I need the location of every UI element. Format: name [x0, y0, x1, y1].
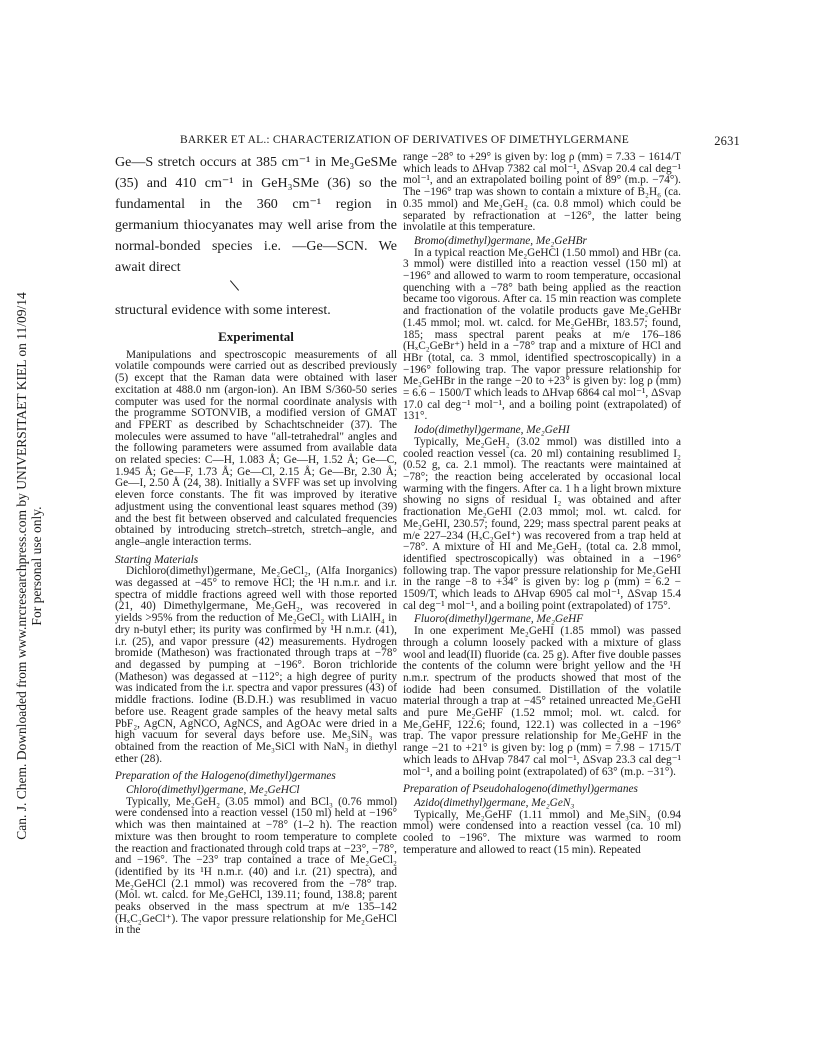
left-column: [115, 152, 397, 937]
subheading-starting-materials: Starting Materials: [115, 553, 199, 566]
watermark-line-1: Can. J. Chem. Downloaded from www.nrcresearchpress.com by UNIVERSITAET KIEL on 11/09/14: [14, 292, 29, 840]
azido-paragraph: Typically, Me₂GeHF (1.11 mmol) and Me₃SiN₃ (0.94 mmol) were condensed into a reaction vessel (ca. 10 ml) cooled to −196°. The mixture was warmed to room temperature and allowed to react (15 min). Repeated: [403, 808, 681, 856]
watermark-line-2: For personal use only.: [29, 506, 44, 626]
intro-paragraph-end: structural evidence with some interest.: [115, 303, 331, 318]
section-heading-experimental: Experimental: [218, 329, 294, 344]
subsubheading-chloro: Chloro(dimethyl)germane, Me₂GeHCl: [126, 784, 300, 797]
fluoro-paragraph: In one experiment Me₂GeHI (1.85 mmol) was passed through a column loosely packed with a mixture of glass wool and lead(II) fluoride (ca. 25 g). After five double passes the contents of the column were bright yellow and the ¹H n.m.r. spectrum of the products showed that most of the iodide had been consumed. Distillation of the volatile material through a trap at −45° retained unreacted Me₂GeHI and pure Me₂GeHF (1.52 mmol; mol. wt. calcd. for Me₂GeHF, 122.6; found, 122.1) was collected in a −196° trap. The vapor pressure relationship for Me₂GeHF in the range −21 to +21° is given by: log ρ (mm) = 7.98 − 1715/T which leads to ΔHvap 7847 cal mol⁻¹, ΔSvap 23.3 cal deg⁻¹ mol⁻¹, and a boiling point (extrapolated) of 63° (m.p. −31°).: [403, 625, 681, 778]
subsubheading-azido: Azido(dimethyl)germane, Me₂GeN₃: [414, 796, 575, 809]
iodo-paragraph: Typically, Me₂GeH₂ (3.02 mmol) was distilled into a cooled reaction vessel (ca. 20 ml) containing resublimed I₂ (0.52 g, ca. 2.1 mmol). The reactants were maintained at −78°; the reaction being accelerated by occasional local warming with the fingers. After ca. 1 h a light brown mixture showing no signs of residual I₂ was obtained and after fractionation Me₂GeHI (2.03 mmol; mol. wt. calcd. for Me₂GeHI, 230.57; found, 229; mass spectral parent peaks at m/e 227–234 (HₓC₂GeI⁺) was recovered from a trap held at −78°. A mixture of HI and Me₂GeH₂ (total ca. 2.8 mmol, identified spectroscopically) was obtained in a −196° following trap. The vapor pressure relationship for Me₂GeHI in the range −8 to +34° is given by: log ρ (mm) = 6.2 − 1509/T, which leads to ΔHvap 6905 cal mol⁻¹, ΔSvap 15.4 cal deg⁻¹ mol⁻¹, and a boiling point (extrapolated) of 175°.: [403, 435, 681, 612]
chloro-continued-paragraph: range −28° to +29° is given by: log ρ (mm) = 7.33 − 1614/T which leads to ΔHvap 7382 cal mol⁻¹, ΔSvap 20.4 cal deg⁻¹ mol⁻¹, and an extrapolated boiling point of 89° (m.p. −74°). The −196° trap was shown to contain a mixture of B₂H₆ (ca. 0.35 mmol) and Me₂GeH₂ (ca. 0.8 mmol) which could be separated by refractionation at −126°, the latter being involatile at this temperature.: [403, 151, 681, 234]
structure-bonds-diagram: [115, 278, 397, 300]
bond-line: [230, 280, 239, 291]
intro-paragraph: Ge—S stretch occurs at 385 cm⁻¹ in Me₃GeSMe (35) and 410 cm⁻¹ in GeH₃SMe (36) so the fundamental in the 360 cm⁻¹ region in germanium thiocyanates may well arise from the normal-bonded species i.e. —Ge—SCN. We await direct: [115, 155, 397, 275]
chloro-paragraph: Typically, Me₂GeH₂ (3.05 mmol) and BCl₃ (0.76 mmol) were condensed into a reaction vessel (150 ml) held at −196° which was then maintained at −78° (1–2 h). The reaction mixture was then brought to room temperature to complete the reaction and fractionated through cold traps at −23°, −78°, and −196°. The −23° trap contained a trace of Me₂GeCl₂ (identified by its ¹H n.m.r. (40) and i.r. (21) spectra), and Me₂GeHCl (2.1 mmol) was recovered from the −78° trap. (Mol. wt. calcd. for Me₂GeHCl, 139.11; found, 138.8; parent peaks observed in the mass spectrum at m/e 135–142 (HₓC₂GeCl⁺). The vapor pressure relationship for Me₂GeHCl in the: [115, 795, 397, 937]
subsubheading-iodo: Iodo(dimethyl)germane, Me₂GeHI: [414, 424, 570, 437]
subheading-halogeno-preparation: Preparation of the Halogeno(dimethyl)germanes: [115, 770, 336, 783]
page-number: 2631: [714, 134, 740, 148]
methods-paragraph: Manipulations and spectroscopic measurements of all volatile compounds were carried out as described previously (5) except that the Raman data were obtained with laser excitation at 488.0 nm (argon-ion). An IBM S/360-50 series computer was used for the normal coordinate analysis with the programme SOTONVIB, a modified version of GMAT and FPERT as described by Schachtschneider (37). The molecules were assumed to have "all-tetrahedral" angles and the following parameters were assumed from available data on related species: C—H, 1.083 Å; Ge—H, 1.52 Å; Ge—C, 1.945 Å; Ge—F, 1.73 Å; Ge—Cl, 2.15 Å; Ge—Br, 2.30 Å; Ge—I, 2.50 Å (24, 38). Initially a SVFF was set up involving eleven force constants. The fit was improved by iterative adjustment using the conventional least squares method (39) and the best fit between observed and calculated frequencies obtained by introducing stretch–stretch, stretch–angle, and angle–angle interaction terms.: [115, 348, 397, 548]
bromo-paragraph: In a typical reaction Me₂GeHCl (1.50 mmol) and HBr (ca. 3 mmol) were distilled into a reaction vessel (150 ml) at −196° and allowed to warm to room temperature, occasional quenching with a −78° bath being applied as the reaction became too vigorous. After ca. 15 min reaction was complete and fractionation of the volatile products gave Me₂GeHBr (1.45 mmol; mol. wt. calcd. for Me₂GeHBr, 183.57; found, 185; mass spectral parent peaks at m/e 176–186 (HₓC₂GeBr⁺) held in a −78° trap and a mixture of HCl and HBr (total, ca. 3 mmol, identified spectroscopically) in a −196° following trap. The vapor pressure relationship for Me₂GeHBr in the range −20 to +23° is given by: log ρ (mm) = 6.6 − 1500/T which leads to ΔHvap 6864 cal mol⁻¹, ΔSvap 17.0 cal deg⁻¹ mol⁻¹, and a boiling point (extrapolated) of 131°.: [403, 246, 681, 423]
subsubheading-fluoro: Fluoro(dimethyl)germane, Me₂GeHF: [414, 613, 584, 626]
right-column: [403, 152, 681, 856]
running-title: BARKER ET AL.: CHARACTERIZATION OF DERIVATIVES OF DIMETHYLGERMANE: [180, 134, 629, 146]
download-watermark: [10, 160, 50, 980]
subsubheading-bromo: Bromo(dimethyl)germane, Me₂GeHBr: [414, 234, 587, 247]
subheading-pseudohalogeno-preparation: Preparation of Pseudohalogeno(dimethyl)germanes: [403, 783, 638, 796]
starting-materials-paragraph: Dichloro(dimethyl)germane, Me₂GeCl₂, (Alfa Inorganics) was degassed at −45° to remove HCl; the ¹H n.m.r. and i.r. spectra of middle fractions agreed well with those reported (21, 40) Dimethylgermane, Me₂GeH₂, was recovered in yields >95% from the reduction of Me₂GeCl₂ with LiAlH₄ in dry n-butyl ether; its purity was confirmed by ¹H n.m.r. (41), i.r. (25), and vapor pressure (42) measurements. Hydrogen bromide (Matheson) was fractionated through traps at −78° and degassed by pumping at −196°. Boron trichloride (Matheson) was degassed at −112°; a high degree of purity was indicated from the i.r. spectra and vapor pressures (43) of middle fractions. Iodine (B.D.H.) was resublimed in vacuo before use. Reagent grade samples of the heavy metal salts PbF₂, AgCN, AgNCO, AgNCS, and AgOAc were dried in a high vacuum for several days before use. Me₃SiN₃ was obtained from the reaction of Me₃SiCl with NaN₃ in diethyl ether (28).: [115, 565, 397, 765]
